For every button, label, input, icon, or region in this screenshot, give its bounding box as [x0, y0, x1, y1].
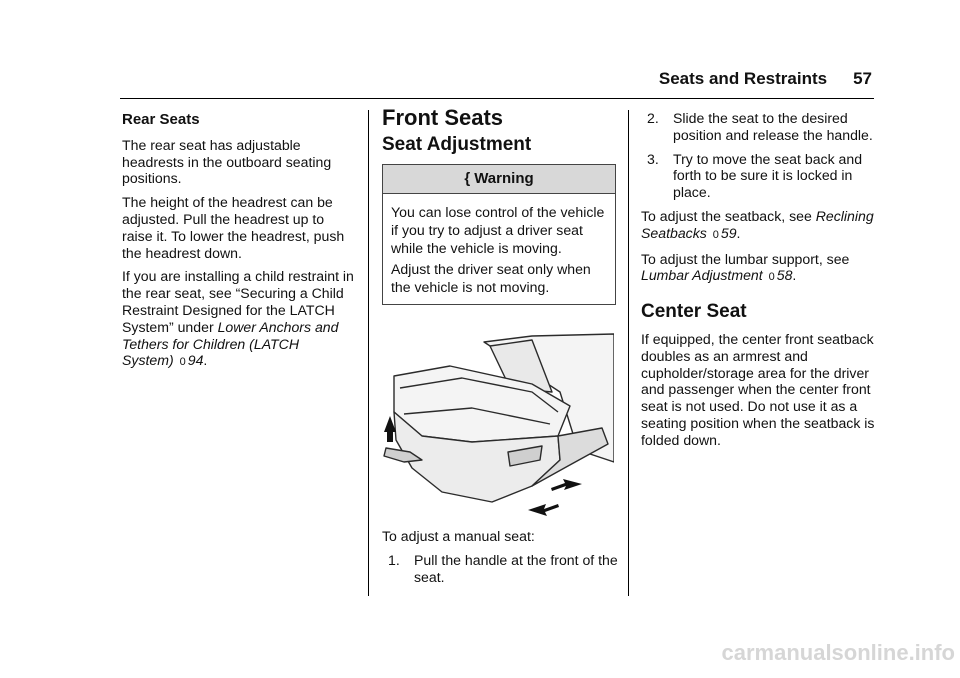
- list-item: [641, 151, 881, 201]
- steps-list-1: [382, 552, 622, 586]
- reclining-seatbacks-link[interactable]: Reclining Seatbacks: [641, 207, 874, 241]
- rear-seats-para-2: The height of the headrest can be adjusted. Pull the headrest up to raise it. To lower the headrest, push the headrest down.: [122, 194, 345, 261]
- warning-para-1: You can lose control of the vehicle if you try to adjust a driver seat while the vehicle is moving.: [391, 204, 605, 257]
- list-item: [641, 110, 881, 144]
- rear-seats-para-1: The rear seat has adjustable headrests in the outboard seating positions.: [122, 136, 332, 187]
- warning-box: [382, 164, 616, 306]
- page-ref[interactable]: 58: [776, 267, 793, 284]
- para-end: .: [792, 267, 797, 284]
- rear-seats-para-3: [122, 268, 354, 371]
- adjust-intro: To adjust a manual seat:: [382, 528, 535, 544]
- column-divider-left: [368, 110, 369, 596]
- seat-drawing: [382, 332, 614, 522]
- warning-icon: {: [464, 169, 471, 187]
- watermark: carmanualsonline.info: [721, 640, 955, 665]
- lumbar-para: [641, 251, 881, 287]
- seat-adjustment-heading: Seat Adjustment: [382, 133, 532, 155]
- header-rule: [120, 98, 874, 99]
- para-end: .: [736, 224, 741, 241]
- step-text: Pull the handle at the front of the seat.: [414, 551, 618, 585]
- para-end: .: [203, 352, 208, 369]
- adjust-steps: [382, 528, 622, 592]
- step-text: Slide the seat to the desired position and release the handle.: [673, 110, 873, 143]
- step-number: 2.: [647, 110, 659, 126]
- warning-para-2: Adjust the driver seat only when the vehicle is not moving.: [391, 261, 591, 296]
- column-divider-right: [628, 110, 629, 596]
- column-center-seat: [641, 110, 881, 456]
- page-ref-icon: 0: [712, 228, 719, 241]
- warning-heading: Warning: [474, 169, 534, 187]
- step-number: 1.: [388, 551, 400, 568]
- center-seat-heading: Center Seat: [641, 301, 747, 323]
- page-ref-icon: 0: [179, 356, 186, 369]
- warning-body: [383, 194, 615, 304]
- column-front-seats: [382, 105, 622, 305]
- steps-list-2: [641, 110, 881, 201]
- front-seats-title: Front Seats: [382, 105, 504, 130]
- seatback-para: [641, 208, 881, 244]
- warning-header: [383, 165, 615, 195]
- page-ref-icon: 0: [768, 271, 775, 284]
- seat-illustration: [382, 332, 614, 522]
- page-header: [0, 69, 872, 89]
- center-seat-para: If equipped, the center front seatback doubles as an armrest and cupholder/storage area for the driver and passenger when the center front seat is not used. Do not use it as a seating position when the seatback is folded down.: [641, 330, 875, 448]
- section-title: Seats and Restraints: [658, 69, 828, 88]
- list-item: [382, 552, 622, 586]
- page-ref[interactable]: 59: [720, 224, 737, 241]
- page-number: 57: [853, 69, 872, 88]
- para-text: To adjust the lumbar support, see: [641, 250, 850, 267]
- column-rear-seats: [122, 110, 354, 378]
- para-text: If you are installing a child restraint in the rear seat, see “Securing a Child Restraint Designed for the LATCH System” under: [122, 268, 354, 335]
- para-text: To adjust the seatback, see: [641, 207, 816, 224]
- step-number: 3.: [647, 150, 659, 167]
- page-ref[interactable]: 94: [187, 352, 204, 369]
- lumbar-adjustment-link[interactable]: Lumbar Adjustment: [641, 267, 763, 284]
- latch-link[interactable]: Lower Anchors and Tethers for Children (LATCH System): [122, 318, 339, 369]
- rear-seats-heading: Rear Seats: [122, 111, 200, 128]
- step-text: Try to move the seat back and forth to be sure it is locked in place.: [673, 150, 863, 201]
